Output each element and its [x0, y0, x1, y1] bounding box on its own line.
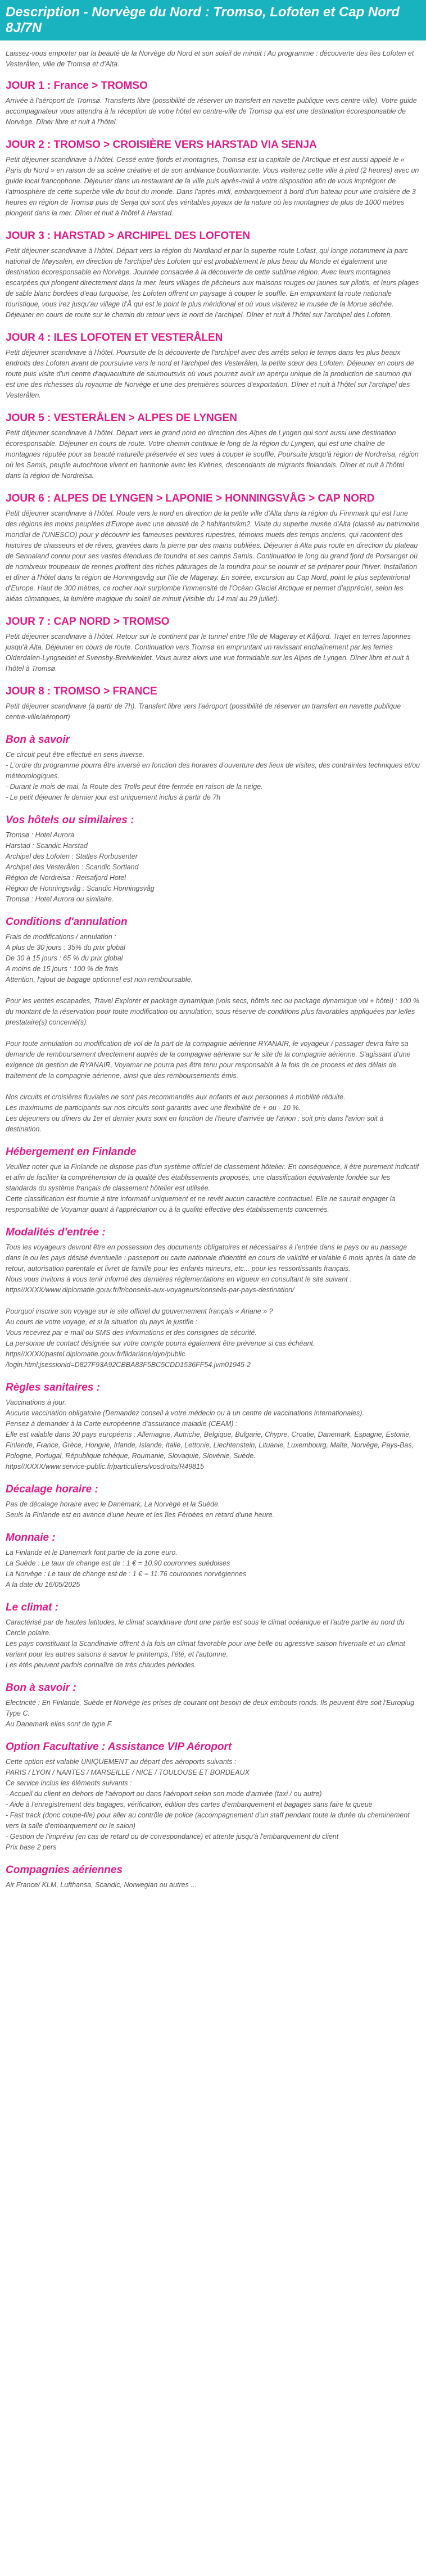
- section-line: Vaccinations à jour.: [6, 1398, 67, 1406]
- section-line: /login.html;jsessionid=D827F93A92CBBA83F5BC5CDD1536FF54.jvm01945-2: [6, 1361, 251, 1369]
- section-line: La personne de contact désignée sur votre compte pourra également être prévenue si cas échéant.: [6, 1339, 315, 1347]
- itinerary-day: [0, 412, 426, 481]
- day-description: Arrivée à l'aéroport de Tromsø. Transferts libre (possibilité de réserver un transfert en navette publique vers centre-ville). Votre guide accompagnateur vous attendra à la réception de votre hôtel en centre-ville de Tromsø qui est une destination écoresponsable de Norvège. Dîner libre et nuit à l'hôtel.: [6, 97, 417, 126]
- day-title: JOUR 8 : TROMSO > FRANCE: [6, 685, 157, 697]
- section-line: Pour toute annulation ou modification de vol de la part de la compagnie aérienne RYANAIR, le voyageur / passager devra faire sa demande de remboursement directement auprès de la compagnie aérienne sur le site de la compagnie aérienne. S'agissant d'une exigence de gestion de RYANAIR, Voyamar ne pourra pas être tenu pour responsable à la fois de ce process et des délais de traitement de la compagnie aérienne, ainsi que des remboursements émis.: [6, 1040, 411, 1080]
- section-line: Cette option est valable UNIQUEMENT au départ des aéroports suivants :: [6, 1758, 237, 1766]
- section-line: Région de Nordreisa : Reisafjord Hotel: [6, 874, 126, 882]
- section-body: [0, 1548, 426, 1590]
- section-title: Compagnies aériennes: [6, 1864, 123, 1876]
- section-line: Archipel des Lofoten : Statles Rorbusenter: [6, 852, 138, 860]
- section-title: Vos hôtels ou similaires :: [6, 814, 134, 826]
- section-line: Seuls la Finlande est en avance d'une heure et les îles Féroées en retard d'une heure.: [6, 1511, 274, 1519]
- section-line: Pas de décalage horaire avec le Danemark, La Norvège et la Suède.: [6, 1500, 220, 1508]
- section-line: [6, 1081, 420, 1092]
- section-line: - Accueil du client en dehors de l'aéroport ou dans l'aéroport selon son mode d'arrivée (taxi / ou autre): [6, 1790, 322, 1798]
- info-sections: [0, 734, 426, 1891]
- info-section: [0, 1682, 426, 1730]
- day-description: Petit déjeuner scandinave (à partir de 7h). Transfert libre vers l'aéroport (possibilité de réserver un transfert en navette publique centre-ville/aéroport): [6, 702, 401, 721]
- itinerary-day: [0, 685, 426, 723]
- section-line: Ce circuit peut être effectué en sens inverse.: [6, 751, 145, 759]
- day-description: Petit déjeuner scandinave à l'hôtel. Poursuite de la découverte de l'archipel avec des arrêts selon le temps dans les plus beaux endroits des Lofoten avant de poursuivre vers le nord et l'archipel des Vesterålen, la petite sœur des Lofoten. Déjeuner en cours de route puis visite d'un centre d'aquaculture de saumoutsvis où vous pourrez avoir un aperçu unique de la production de saumon qui est une des richesses du royaume de Norvège et une des premières sources d'exportation. Dîner et nuit à l'hôtel sur l'archipel des Vesterålen.: [6, 349, 414, 399]
- section-line: De 30 à 15 jours : 65 % du prix global: [6, 954, 123, 962]
- section-line: Les déjeuners ou dîners du 1er et dernier jours sont en fonction de l'heure d'arrivée de l'avion : soit pris dans l'avion soit à destination.: [6, 1115, 384, 1133]
- section-line: Frais de modifications / annulation :: [6, 933, 116, 941]
- day-title: JOUR 3 : HARSTAD > ARCHIPEL DES LOFOTEN: [6, 230, 251, 242]
- section-body: [0, 1162, 426, 1215]
- section-body: [0, 932, 426, 1135]
- section-body: [0, 750, 426, 803]
- section-title: Règles sanitaires :: [6, 1382, 100, 1393]
- section-line: Caractérisé par de hautes latitudes, le climat scandinave dont une partie est sous le climat océanique et l'autre partie au nord du Cercle polaire.: [6, 1618, 405, 1637]
- section-line: - L'ordre du programme pourra être inversé en fonction des horaires d'ouverture des lieux de visites, des contraintes techniques et/ou météorologiques.: [6, 761, 420, 780]
- section-line: Nos circuits et croisières fluviales ne sont pas recommandés aux enfants et aux personnes à mobilité réduite.: [6, 1093, 346, 1101]
- itinerary: [0, 80, 426, 723]
- section-line: Au Danemark elles sont de type F.: [6, 1720, 113, 1728]
- day-title: JOUR 1 : France > TROMSO: [6, 80, 148, 92]
- section-line: Archipel des Vesterålen : Scandic Sortland: [6, 863, 139, 871]
- section-line: Veuillez noter que la Finlande ne dispose pas d'un système officiel de classement hôtelier. En conséquence, il être purement indicatif et afin de faciliter la compréhension de la qualité des établissements proposés, une classification équivalente fondée sur les standards du système français de classement hôtelier est utilisée.: [6, 1163, 419, 1192]
- section-line: Les maximums de participants sur nos circuits sont garantis avec une flexibilité de + ou - 10 %.: [6, 1104, 301, 1112]
- section-title: Bon à savoir :: [6, 1682, 76, 1694]
- itinerary-day: [0, 616, 426, 674]
- page-title: Description - Norvège du Nord : Tromso, Lofoten et Cap Nord 8J/7N: [0, 0, 426, 40]
- day-description: Petit déjeuner scandinave à l'hôtel. Route vers le nord en direction de la petite ville d'Alta dans la région du Finnmark qui est l'une des régions les moins peuplées d'Europe avec une densité de 2 habitants/km2. Visite du superbe musée d'Alta (classé au patrimoine mondial de l'UNESCO) pour y découvrir les fameuses peintures rupestres, témoins muets des temps anciens, qui racontent des histoires de chasseurs et de rêves, gravées dans la pierre par des mains oubliées. Déjeuner à Alta puis route en direction du plateau de Sennaland connu pour ses vastes étendues de toundra et ses camps Samis. Continuation le long du grand fjord de Porsanger où de nombreux troupeaux de rennes profitent des riches pâturages de la toundra pour se nourrir et se préparer pour l'hiver. Installation et dîner à l'hôtel dans la région de Honningsvåg sur l'île de Magerøy. En soirée, excursion au Cap Nord, point le plus septentrional d'Europe. Haut de 300 mètres, ce rocher noir surplombe l'immensité de l'Océan Glacial Arctique et permet d'apprécier, selon les aléas climatiques, la lumière magique du soleil de minuit (visible du 14 mai au 29 juillet).: [6, 509, 420, 603]
- section-line: Les étés peuvent parfois connaître de très chaudes périodes.: [6, 1661, 197, 1669]
- section-line: Aucune vaccination obligatoire (Demandez conseil à votre médecin ou à un centre de vaccinations internationales).: [6, 1409, 364, 1417]
- section-line: - Durant le mois de mai, la Route des Trolls peut être fermée en raison de la neige.: [6, 783, 263, 791]
- info-section: [0, 916, 426, 1135]
- section-line: [6, 1296, 420, 1306]
- day-title: JOUR 2 : TROMSO > CROISIÈRE VERS HARSTAD VIA SENJA: [6, 139, 317, 151]
- info-section: [0, 1601, 426, 1671]
- section-line: Attention, l'ajout de bagage optionnel est non remboursable.: [6, 976, 193, 984]
- itinerary-day: [0, 139, 426, 219]
- info-section: [0, 1382, 426, 1472]
- day-title: JOUR 5 : VESTERÅLEN > ALPES DE LYNGEN: [6, 412, 237, 424]
- section-line: Prix base 2 pers: [6, 1843, 57, 1851]
- section-title: Monnaie :: [6, 1532, 56, 1544]
- section-line: Air France/ KLM, Lufthansa, Scandic, Norwegian ou autres ...: [6, 1881, 197, 1889]
- day-title: JOUR 4 : ILES LOFOTEN ET VESTERÅLEN: [6, 332, 223, 344]
- info-section: [0, 1226, 426, 1370]
- day-description: Petit déjeuner scandinave à l'hôtel. Cessé entre fjords et montagnes, Tromsø est la capitale de l'Arctique et est aussi appelé le « Paris du Nord » en raison de sa scène créative et de son ambiance bouillonnante. Vous visiterez cette ville à pied (2 heures) avec un guide local francophone. Déjeuner dans un restaurant de la ville puis après-midi à votre disposition afin de vous imprégner de l'atmosphère de cette superbe ville du bout du monde. Dans l'après-midi, embarquement à bord d'un bateau pour une croisière de 3 heures en région de Tromsø puis de Senja qui sont des véritables joyaux de la nature où les montagnes de plus de 1000 mètres plongent dans la mer. Dîner et nuit à l'hôtel à Harstad.: [6, 156, 419, 217]
- section-body: [0, 1698, 426, 1730]
- section-line: La Suède : Le taux de change est de : 1 € = 10.90 couronnes suédoises: [6, 1559, 230, 1567]
- section-body: [0, 1617, 426, 1671]
- section-line: PARIS / LYON / NANTES / MARSEILLE / NICE / TOULOUSE ET BORDEAUX: [6, 1769, 250, 1776]
- itinerary-day: [0, 80, 426, 128]
- section-line: - Le petit déjeuner le dernier jour est uniquement inclus à partir de 7h: [6, 793, 221, 801]
- day-title: JOUR 7 : CAP NORD > TROMSO: [6, 616, 170, 628]
- section-title: Bon à savoir: [6, 734, 70, 746]
- info-section: [0, 1864, 426, 1891]
- section-line: Vous recevrez par e-mail ou SMS des informations et des consignes de sécurité.: [6, 1329, 257, 1337]
- section-line: Région de Honningsvåg : Scandic Honningsvåg: [6, 885, 155, 892]
- info-section: [0, 1146, 426, 1215]
- section-title: Modalités d'entrée :: [6, 1226, 106, 1238]
- section-line: Pensez à demander à la Carte européenne d'assurance maladie (CEAM) :: [6, 1420, 238, 1428]
- section-title: Conditions d'annulation: [6, 916, 128, 928]
- day-description: Petit déjeuner scandinave à l'hôtel. Retour sur le continent par le tunnel entre l'île de Magerøy et Kåfjord. Trajet en terres laponnes jusqu'à Alta. Déjeuner en cours de route. Continuation vers Tromsø en empruntant un ravissant enchaînement par les ferries Olderdalen-Lyngseidet et Svensby-Breivikeidet. Vous aurez alors une vue formidable sur les Alpes de Lyngen. Dîner libre et nuit à l'hôtel à Tromsø.: [6, 633, 411, 673]
- section-line: Tromsø : Hotel Aurora: [6, 831, 75, 839]
- section-line: https//XXXX/www.service-public.fr/particuliers/vosdroits/R49815: [6, 1463, 204, 1470]
- section-line: Pour les ventes escapades, Travel Explorer et package dynamique (vols secs, hôtels sec ou package dynamique vol + hôtel) : 100 % du montant de la réservation pour toute modification ou annulation, sous réserve de conditions plus favorables appliquées par le/les prestataire(s) concerné(s).: [6, 997, 419, 1026]
- itinerary-day: [0, 332, 426, 401]
- section-line: Pourquoi inscrire son voyage sur le site officiel du gouvernement français « Ariane » ?: [6, 1307, 273, 1315]
- section-line: [6, 1028, 420, 1039]
- section-line: Les pays constituant la Scandinavie offrent à la fois un climat favorable pour une belle ou agressive saison hivernale et un climat variant pour les autres saisons à savoir le printemps, l'été, et l'automne.: [6, 1640, 405, 1658]
- section-title: Décalage horaire :: [6, 1483, 98, 1495]
- section-line: Au cours de votre voyage, et si la situation du pays le justifie :: [6, 1318, 198, 1326]
- section-line: - Gestion de l'imprévu (en cas de retard ou de correspondance) et attente jusqu'à l'embarquement du client: [6, 1833, 339, 1840]
- section-line: Tous les voyageurs devront être en possession des documents obligatoires et nécessaires à l'entrée dans le pays ou au passage dans le ou les pays désisé éventuelle : passeport ou carte nationale d'identité en cours de validité et valable 6 mois après la date de retour, autorisation parentale et livret de famille pour les enfants mineurs, etc... pour les ressortissants français.: [6, 1243, 416, 1273]
- section-body: [0, 830, 426, 905]
- section-line: La Finlande et le Danemark font partie de la zone euro.: [6, 1549, 178, 1557]
- section-line: Nous vous invitons à vous tenir informé des dernières réglementations en vigueur en consultant le site suivant : https//XXXX/www.diplomatie.gouv.fr/fr/conseils-aux-voyageurs/conseils-par-pays-destination/: [6, 1275, 352, 1294]
- section-line: A moins de 15 jours : 100 % de frais: [6, 965, 119, 973]
- section-body: [0, 1242, 426, 1370]
- section-title: Le climat :: [6, 1601, 58, 1613]
- section-line: Harstad : Scandic Harstad: [6, 842, 88, 850]
- section-title: Hébergement en Finlande: [6, 1146, 137, 1158]
- section-line: La Norvège : Le taux de change est de : 1 € = 11.76 couronnes norvégiennes: [6, 1570, 247, 1578]
- day-description: Petit déjeuner scandinave à l'hôtel. Départ vers le grand nord en direction des Alpes de Lyngen qui sont aussi une destination écoresponsable. Déjeuner en cours de route. Votre chemin continue le long de la région du Lyngen, qui est une chaîne de montagnes réputée pour sa beauté naturelle préservée et ses vues à couper le souffle. Poursuite jusqu'à région de Nordreisa, région où les Samis, peuple autochtone vivent en harmonie avec les Kvènes, descendants de migrants finlandais. Dîner et nuit à l'hôtel dans la région de Nordreisa.: [6, 429, 419, 480]
- section-body: [0, 1880, 426, 1891]
- section-line: - Aide à l'enregistrement des bagages, vérification, édition des cartes d'embarquement et bagages sans faire la queue: [6, 1801, 373, 1808]
- day-title: JOUR 6 : ALPES DE LYNGEN > LAPONIE > HONNINGSVÅG > CAP NORD: [6, 493, 375, 504]
- section-title: Option Facultative : Assistance VIP Aéroport: [6, 1741, 232, 1753]
- section-line: [6, 985, 420, 996]
- info-section: [0, 1532, 426, 1590]
- section-line: A la date du 16/05/2025: [6, 1581, 80, 1589]
- day-description: Petit déjeuner scandinave à l'hôtel. Départ vers la région du Nordland et par la superbe route Lofast, qui longe notamment la parc national de Møysalen, en direction de l'archipel des Lofoten qui est probablement le plus beau du Monde et également une destination écoresponsable en Norvège. Journée consacrée à la découverte de cette sublime région. Avec leurs montagnes escarpées qui plongent directement dans la mer, leurs villages de pêcheurs aux maisons rouges ou jaunes sur pilotis, et leurs plages de sable blanc bordées d'eau turquoise, les Lofoten offrent un paysage à couper le souffle. En empruntant la route nationale touristique, vous irez jusqu'au village d'Å qui est le point le plus méridional et où vous visiterez le musée de la Morue séchée. Déjeuner en cours de route sur le chemin du retour vers le nord de l'archipel. Dîner et nuit à l'hôtel sur l'archipel des Lofoten.: [6, 247, 419, 319]
- section-line: Cette classification est fournie à titre informatif uniquement et ne revêt aucun caractère contractuel. Elle ne saurait engager la responsabilité de Voyamar quant à l'appréciation ou à la qualité effective des établissements concernés.: [6, 1195, 396, 1213]
- info-section: [0, 1741, 426, 1853]
- section-line: https//XXXX/pastel.diplomatie.gouv.fr/fildariane/dyn/public: [6, 1350, 185, 1358]
- section-line: - Fast track (donc coupe-file) pour aller au contrôle de police (accompagnement d'un staff pendant toute la durée du cheminement vers la salle d'embarquement ou le salon): [6, 1811, 410, 1830]
- intro-text: Laissez-vous emporter par la beauté de la Norvège du Nord et son soleil de minuit ! Au programme : découverte des îles Lofoten et Vesterålen, ville de Tromsø et d'Alta.: [6, 49, 414, 68]
- section-line: Electricité : En Finlande, Suède et Norvège les prises de courant ont besoin de deux embouts ronds. Ils peuvent être soit l'Europlug Type C.: [6, 1699, 415, 1717]
- info-section: [0, 814, 426, 905]
- section-body: [0, 1397, 426, 1472]
- section-body: [0, 1757, 426, 1853]
- itinerary-day: [0, 230, 426, 321]
- section-line: Tromsø : Hotel Aurora ou similaire.: [6, 895, 114, 903]
- section-line: A plus de 30 jours : 35% du prix global: [6, 944, 125, 951]
- section-body: [0, 1499, 426, 1521]
- itinerary-day: [0, 493, 426, 604]
- section-line: Elle est valable dans 30 pays européens : Allemagne, Autriche, Belgique, Bulgarie, Chypre, Croatie, Danemark, Espagne, Estonie, Finlande, France, Grèce, Hongrie, Irlande, Islande, Italie, Lettonie, Liechtenstein, Lituanie, Luxembourg, Malte, Norvège, Pays-Bas, Pologne, Portugal, République tchèque, Roumanie, Slovaquie, Slovénie, Suède.: [6, 1431, 414, 1460]
- info-section: [0, 734, 426, 803]
- info-section: [0, 1483, 426, 1521]
- section-line: Ce service inclus les éléments suivants :: [6, 1779, 132, 1787]
